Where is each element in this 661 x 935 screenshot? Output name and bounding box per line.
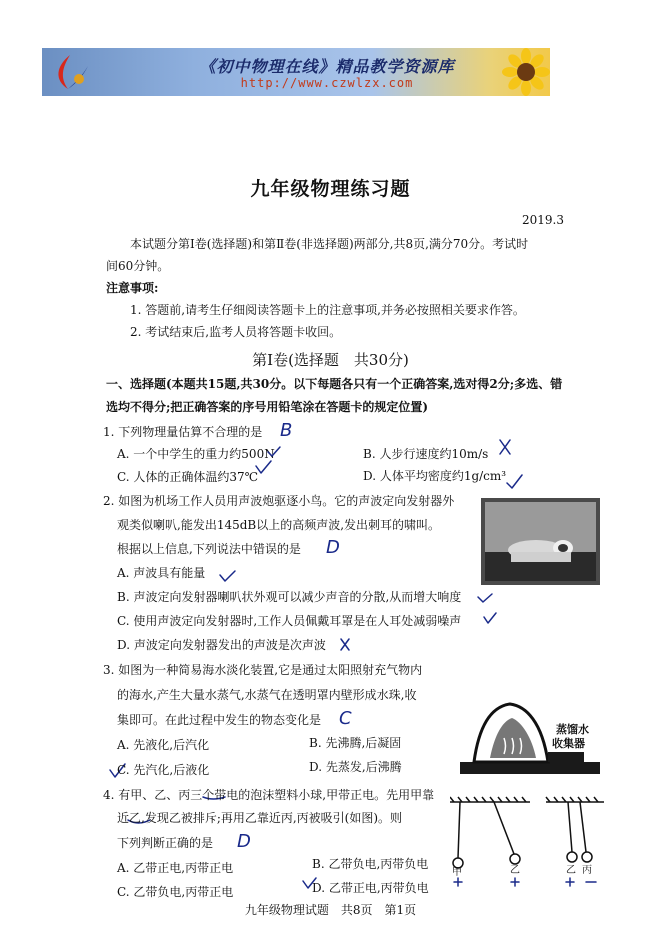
q3-stem-line-2: 的海水,产生大量水蒸气,水蒸气在透明罩内壁形成水珠,收 xyxy=(117,688,417,702)
q4-option-c: C. 乙带负电,丙带正电 xyxy=(117,885,234,899)
q2-stem-line-3: 根据以上信息,下列说法中错误的是 xyxy=(117,542,301,556)
q2-option-c: C. 使用声波定向发射器时,工作人员佩戴耳罩是在人耳处减弱噪声 xyxy=(117,614,462,628)
notes-heading: 注意事项: xyxy=(106,281,159,295)
q2-stem-line-1: 2. 如图为机场工作人员用声波炮驱逐小鸟。它的声波定向发射器外 xyxy=(103,494,455,508)
q1-stem: 1. 下列物理量估算不合理的是 xyxy=(103,425,263,439)
q4-stem-line-1: 4. 有甲、乙、丙三个带电的泡沫塑料小球,甲带正电。先用甲靠 xyxy=(103,788,435,802)
q1-option-b: B. 人步行速度约10m/s xyxy=(363,447,489,461)
q3-stem-line-1: 3. 如图为一种简易海水淡化装置,它是通过太阳照射充气物内 xyxy=(103,663,423,677)
banner-url[interactable]: http://www.czwlzx.com xyxy=(240,76,414,90)
q4-stem-line-3: 下列判断正确的是 xyxy=(117,836,214,850)
q1-option-c: C. 人体的正确体温约37℃ xyxy=(117,470,259,484)
q4-ball-label-bing: 丙 xyxy=(582,865,592,876)
q3-figure-label-line-1: 蒸馏水 xyxy=(556,723,589,736)
q3-option-d: D. 先蒸发,后沸腾 xyxy=(309,760,402,774)
note-1: 1. 答题前,请考生仔细阅读答题卡上的注意事项,并务必按照相关要求作答。 xyxy=(130,303,525,317)
q4-ball-label-yi-2: 乙 xyxy=(566,865,576,876)
q4-stem-line-2: 近乙,发现乙被排斥;再用乙靠近丙,丙被吸引(如图)。则 xyxy=(117,811,403,825)
q1-option-d: D. 人体平均密度约1g/cm³ xyxy=(363,469,507,483)
q4-option-a: A. 乙带正电,丙带正电 xyxy=(117,861,234,875)
q3-option-b: B. 先沸腾,后凝固 xyxy=(309,736,402,750)
page-title: 九年级物理练习题 xyxy=(250,178,411,200)
q2-option-d: D. 声波定向发射器发出的声波是次声波 xyxy=(117,638,326,652)
q4-ball-label-yi: 乙 xyxy=(510,865,520,876)
q3-stem-line-3: 集即可。在此过程中发生的物态变化是 xyxy=(117,713,322,727)
q1-option-a: A. 一个中学生的重力约500N xyxy=(117,447,275,461)
exam-intro-line-1: 本试题分第Ⅰ卷(选择题)和第Ⅱ卷(非选择题)两部分,共8页,满分70分。考试时 xyxy=(130,237,529,251)
banner-title: 《初中物理在线》精品教学资源库 xyxy=(199,57,455,76)
q2-option-b: B. 声波定向发射器喇叭状外观可以减少声音的分散,从而增大响度 xyxy=(117,590,462,604)
exam-date: 2019.3 xyxy=(522,213,564,227)
q4-option-d: D. 乙带正电,丙带负电 xyxy=(312,881,429,895)
q2-option-a: A. 声波具有能量 xyxy=(117,566,206,580)
exam-intro-line-2: 间60分钟。 xyxy=(106,259,170,273)
page-footer: 九年级物理试题 共8页 第1页 xyxy=(244,903,417,917)
section-instructions-line-2: 选均不得分;把正确答案的序号用铅笔涂在答题卡的规定位置) xyxy=(106,400,429,414)
q4-handwritten-answer: D xyxy=(237,831,251,852)
q3-handwritten-answer: C xyxy=(339,708,352,729)
q2-photo-sound-cannon xyxy=(481,498,600,585)
q1-handwritten-answer: B xyxy=(280,420,293,441)
q2-stem-line-2: 观类似喇叭,能发出145dB以上的高频声波,发出刺耳的啸叫。 xyxy=(117,518,441,532)
q4-option-b: B. 乙带负电,丙带负电 xyxy=(312,857,429,871)
section-heading: 第Ⅰ卷(选择题 共30分) xyxy=(252,351,409,369)
note-2: 2. 考试结束后,监考人员将答题卡收回。 xyxy=(130,325,342,339)
q3-option-a: A. 先液化,后汽化 xyxy=(117,738,210,752)
q3-figure-label-line-2: 收集器 xyxy=(552,737,585,750)
q4-ball-label-jia: 甲 xyxy=(452,867,462,878)
q2-handwritten-answer: D xyxy=(326,537,340,558)
section-instructions-line-1: 一、选择题(本题共15题,共30分。以下每题各只有一个正确答案,选对得2分;多选、错 xyxy=(106,377,563,391)
q3-option-c: C. 先汽化,后液化 xyxy=(117,763,210,777)
